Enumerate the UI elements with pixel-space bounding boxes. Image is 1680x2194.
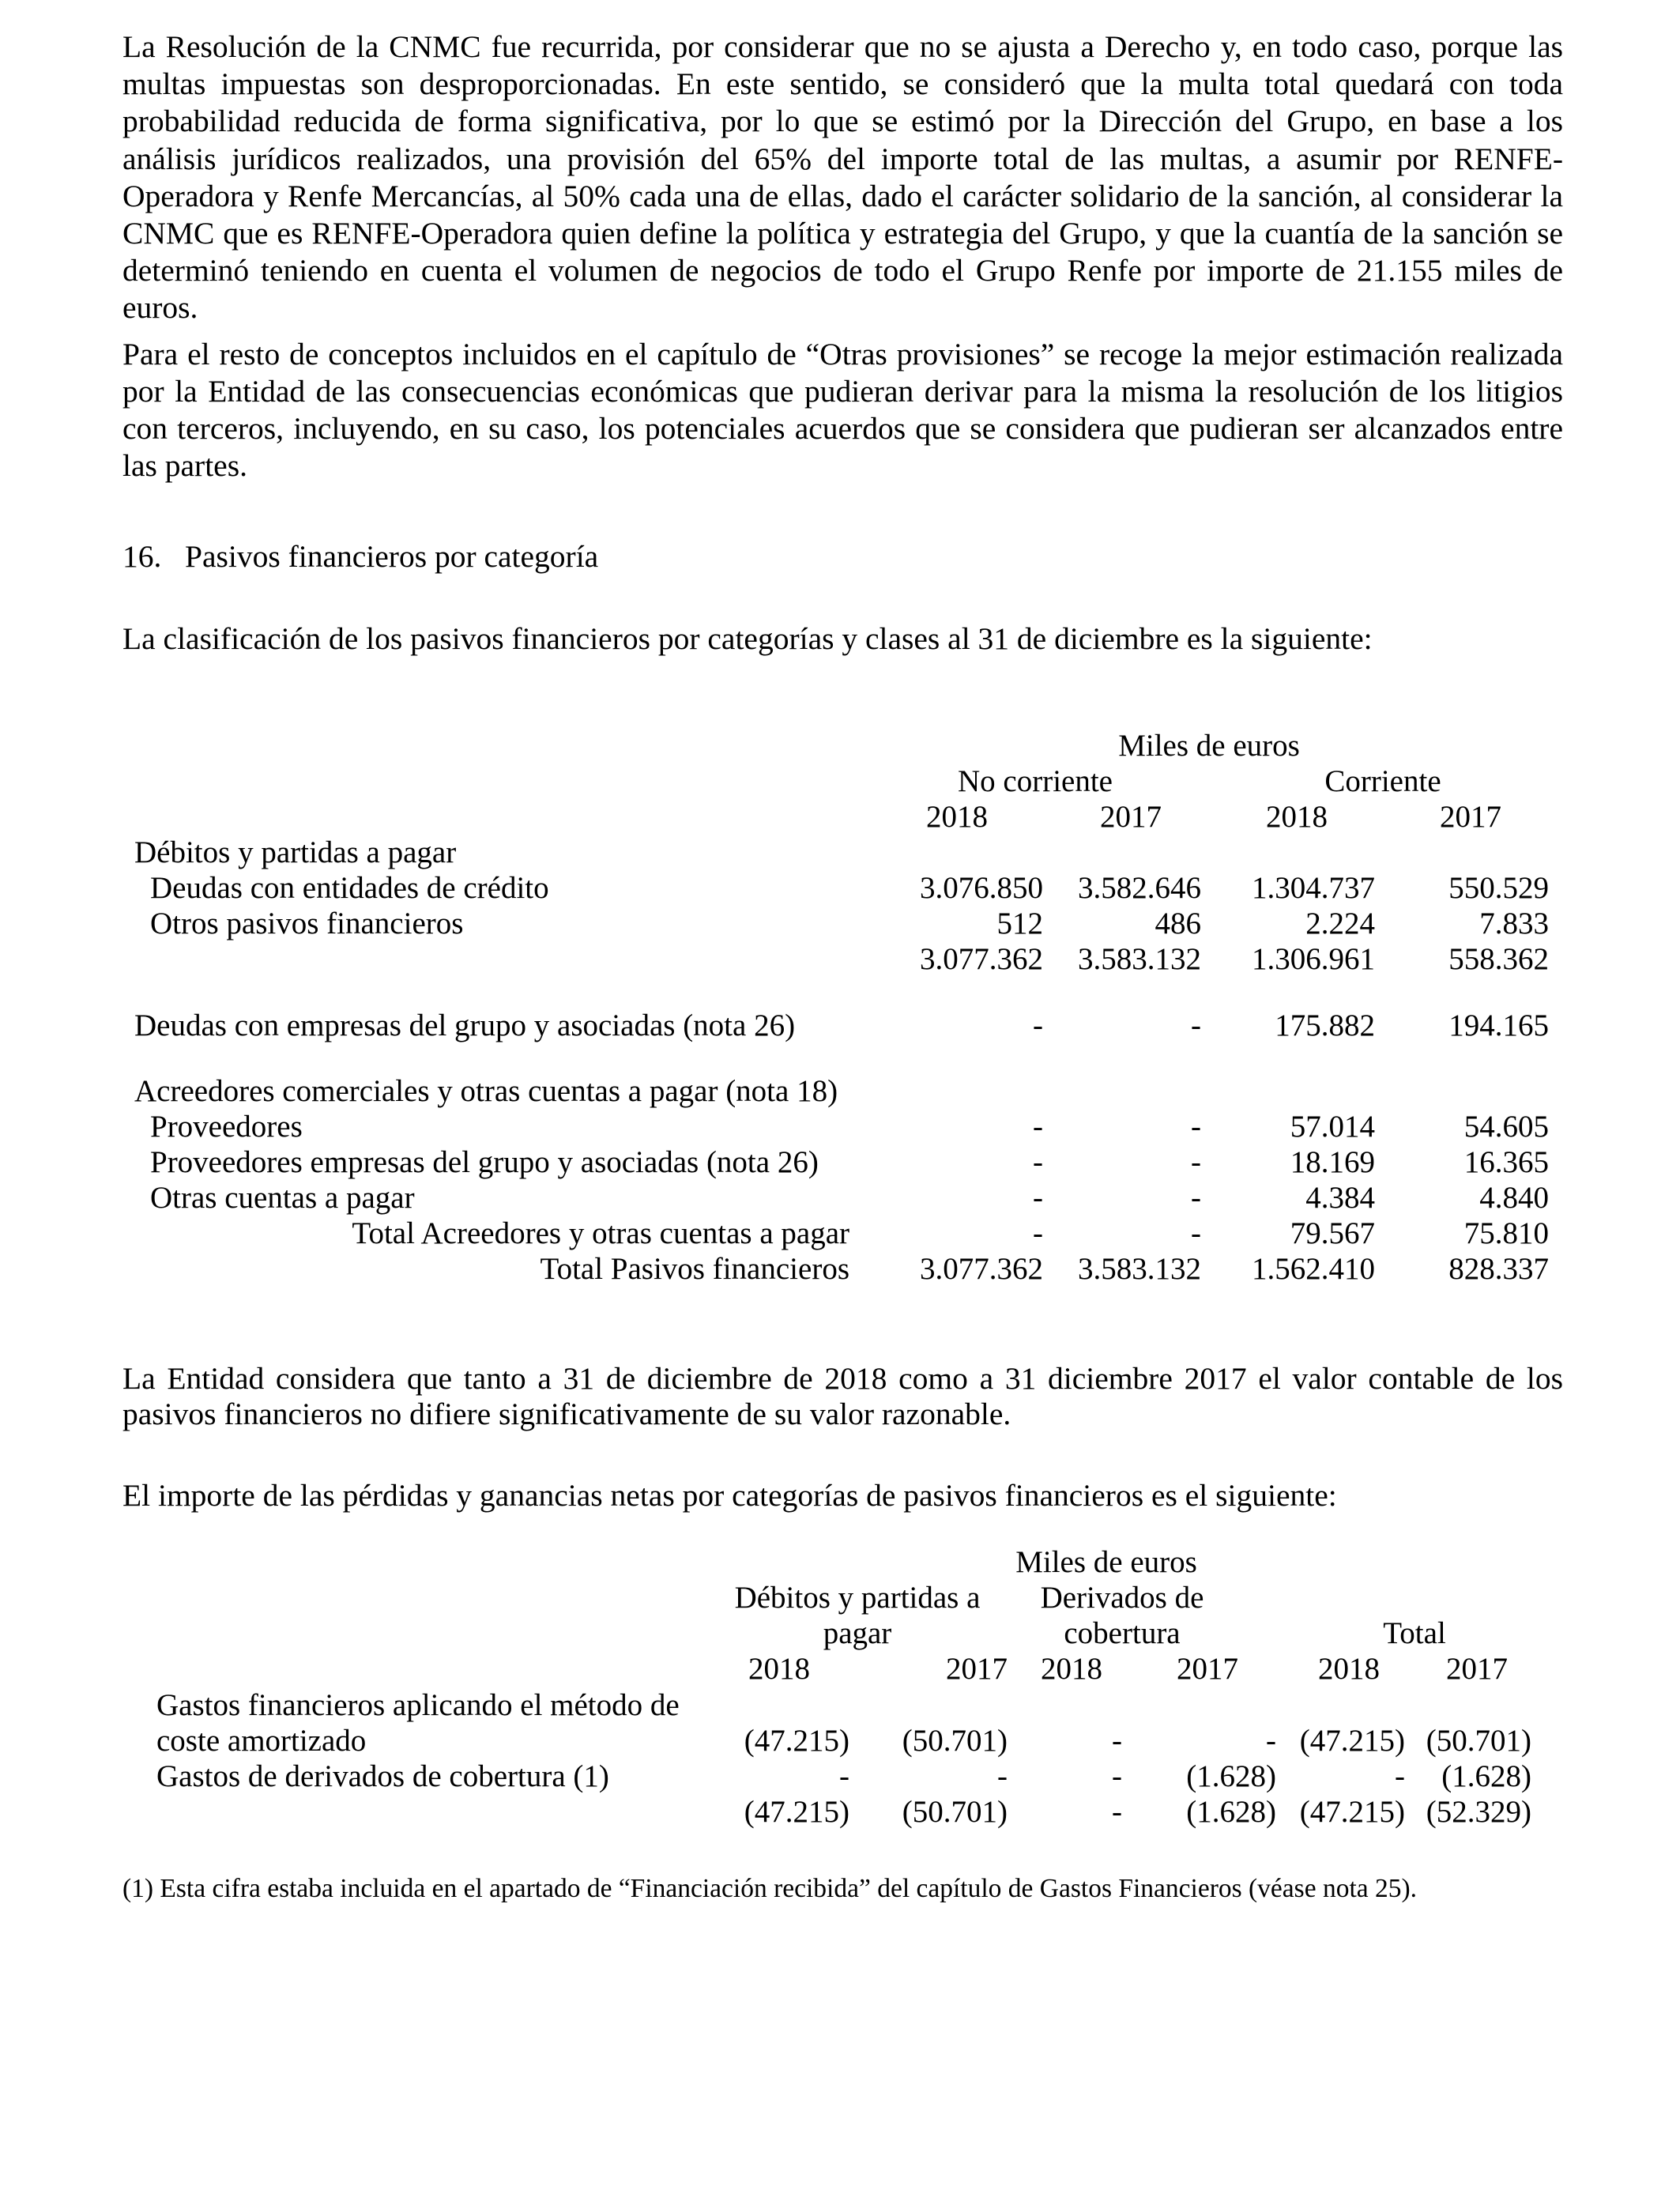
table2-cell: - <box>1112 1724 1122 1758</box>
table2-cell: (50.701) <box>1426 1724 1531 1758</box>
table2-cell: (52.329) <box>1426 1795 1531 1829</box>
table1-cell: 57.014 <box>1290 1110 1375 1144</box>
table1-cell: 18.169 <box>1290 1145 1375 1179</box>
table2-unit: Miles de euros <box>1015 1545 1197 1579</box>
table2-cell: (50.701) <box>902 1795 1008 1829</box>
table2-cell: - <box>1112 1759 1122 1793</box>
table1-row-label: Deudas con empresas del grupo y asociadas (nota 26) <box>134 1008 796 1042</box>
table1-cell: - <box>1033 1008 1043 1042</box>
table1-cell: 3.077.362 <box>920 942 1043 976</box>
table1-row-label: Total Acreedores y otras cuentas a pagar <box>352 1216 849 1250</box>
table1-row-label: Otras cuentas a pagar <box>150 1181 415 1215</box>
table1-row-label: Otros pasivos financieros <box>150 907 464 941</box>
paragraph-cnmc: La Resolución de la CNMC fue recurrida, por considerar que no se ajusta a Derecho y, en todo caso, porque las multas impuestas son desproporcionadas. En este sentido, se consideró que la multa total quedará con toda probabilidad reducida de forma significativa, por lo que se estimó por la Dirección del Grupo, en base a los análisis jurídicos realizados, una provisión del 65% del importe total de las multas, a asumir por RENFE-Operadora y Renfe Mercancías, al 50% cada una de ellas, dado el carácter solidario de la sanción, al considerar la CNMC que es RENFE-Operadora quien define la política y estrategia del Grupo, y que la cuantía de la sanción se determinó teniendo en cuenta el volumen de negocios de todo el Grupo Renfe por importe de 21.155 miles de euros. <box>122 29 1563 326</box>
table1-cell: 1.306.961 <box>1252 942 1375 976</box>
table2-cell: (47.215) <box>1299 1724 1405 1758</box>
table2-intro: El importe de las pérdidas y ganancias netas por categorías de pasivos financieros es el siguiente: <box>122 1478 1337 1513</box>
table1-cell: - <box>1191 1181 1201 1215</box>
table1-year: 2018 <box>1266 800 1328 834</box>
table1-cell: 3.582.646 <box>1078 871 1201 905</box>
table1-intro: La clasificación de los pasivos financieros por categorías y clases al 31 de diciembre es la siguiente: <box>122 621 1373 656</box>
paragraph-otras-provisiones: Para el resto de conceptos incluidos en el capítulo de “Otras provisiones” se recoge la mejor estimación realizada por la Entidad de las consecuencias económicas que pudieran derivar para la misma la resolución de los litigios con terceros, incluyendo, en su caso, los potenciales acuerdos que se considera que pudieran ser alcanzados entre las partes. <box>122 336 1563 484</box>
table1-cell: 3.583.132 <box>1078 942 1201 976</box>
table1-cell: 512 <box>996 907 1043 941</box>
table1-row-label: Proveedores <box>150 1110 303 1144</box>
table2-cell: (47.215) <box>744 1795 849 1829</box>
table2-cell: - <box>997 1759 1008 1793</box>
table1-cell: 486 <box>1155 907 1201 941</box>
table1-cell: 16.365 <box>1463 1145 1549 1179</box>
table2-year: 2018 <box>1041 1652 1102 1686</box>
table1-cell: - <box>1191 1145 1201 1179</box>
table1-cell: 1.562.410 <box>1252 1252 1375 1286</box>
table1-cell: 558.362 <box>1448 942 1549 976</box>
table2-cell: - <box>1395 1759 1405 1793</box>
table1-row-label: Total Pasivos financieros <box>540 1252 849 1286</box>
table1-cell: - <box>1191 1008 1201 1042</box>
table2-cell: - <box>839 1759 849 1793</box>
table2-group3: Total <box>1383 1616 1446 1650</box>
table1-row-label: Deudas con entidades de crédito <box>150 871 549 905</box>
body-text <box>122 28 1563 484</box>
table1-cell: - <box>1033 1216 1043 1250</box>
table2-cell: (1.628) <box>1186 1759 1276 1793</box>
table1-cell: - <box>1033 1110 1043 1144</box>
table2-group2-line2: cobertura <box>1064 1616 1181 1650</box>
footnote: (1) Esta cifra estaba incluida en el apartado de “Financiación recibida” del capítulo de Gastos Financieros (véase nota 25). <box>122 1874 1418 1903</box>
table1-cell: 828.337 <box>1448 1252 1549 1286</box>
table2-cell: - <box>1266 1724 1276 1758</box>
table2-row-label: Gastos de derivados de cobertura (1) <box>156 1759 609 1793</box>
table1-cell: 79.567 <box>1290 1216 1375 1250</box>
table1-unit: Miles de euros <box>1118 729 1300 763</box>
table1-cell: - <box>1033 1145 1043 1179</box>
table1-cell: 2.224 <box>1305 907 1375 941</box>
table1-cell: - <box>1191 1216 1201 1250</box>
table2-row-label: coste amortizado <box>156 1724 367 1758</box>
table1-cell: 75.810 <box>1463 1216 1549 1250</box>
table2-cell: (47.215) <box>1299 1795 1405 1829</box>
table1-cell: 3.076.850 <box>920 871 1043 905</box>
table2-cell: - <box>1112 1795 1122 1829</box>
table2-year: 2017 <box>946 1652 1008 1686</box>
table2-year: 2018 <box>1318 1652 1380 1686</box>
table1-group-corriente: Corriente <box>1324 764 1441 798</box>
table2-year: 2017 <box>1177 1652 1238 1686</box>
table1-group-no-corriente: No corriente <box>958 764 1113 798</box>
table1-cell: 1.304.737 <box>1252 871 1375 905</box>
table1-cell: 4.384 <box>1305 1181 1375 1215</box>
table2-group1-line2: pagar <box>823 1616 892 1650</box>
table1-cell: - <box>1191 1110 1201 1144</box>
table2-cell: (1.628) <box>1186 1795 1276 1829</box>
table2-group1-line1: Débitos y partidas a <box>734 1581 981 1615</box>
table1-cell: 4.840 <box>1479 1181 1549 1215</box>
table1-row-label: Acreedores comerciales y otras cuentas a pagar (nota 18) <box>134 1074 838 1108</box>
table2-cell: (50.701) <box>902 1724 1008 1758</box>
table2-cell: (1.628) <box>1441 1759 1531 1793</box>
table1-row-label: Débitos y partidas a pagar <box>134 835 457 869</box>
table1-row-label: Proveedores empresas del grupo y asociadas (nota 26) <box>150 1145 819 1179</box>
table1-cell: - <box>1033 1181 1043 1215</box>
table1-cell: 3.077.362 <box>920 1252 1043 1286</box>
table1-year: 2017 <box>1100 800 1162 834</box>
table1-cell: 194.165 <box>1448 1008 1549 1042</box>
table2-year: 2017 <box>1446 1652 1508 1686</box>
table2-cell: (47.215) <box>744 1724 849 1758</box>
table2-group2-line1: Derivados de <box>1040 1581 1204 1615</box>
table1-cell: 175.882 <box>1275 1008 1375 1042</box>
section-heading: 16. Pasivos financieros por categoría <box>122 539 599 574</box>
table1-cell: 550.529 <box>1448 871 1549 905</box>
table1-year: 2018 <box>926 800 988 834</box>
table2-row-label: Gastos financieros aplicando el método de <box>156 1688 680 1722</box>
paragraph-valor-razonable: La Entidad considera que tanto a 31 de diciembre de 2018 como a 31 diciembre 2017 el valor contable de los pasivos financieros no difiere significativamente de su valor razonable. <box>122 1361 1563 1431</box>
table1-year: 2017 <box>1440 800 1501 834</box>
table2-year: 2018 <box>748 1652 810 1686</box>
table1-cell: 3.583.132 <box>1078 1252 1201 1286</box>
table1-cell: 54.605 <box>1463 1110 1549 1144</box>
table1-cell: 7.833 <box>1479 907 1549 941</box>
